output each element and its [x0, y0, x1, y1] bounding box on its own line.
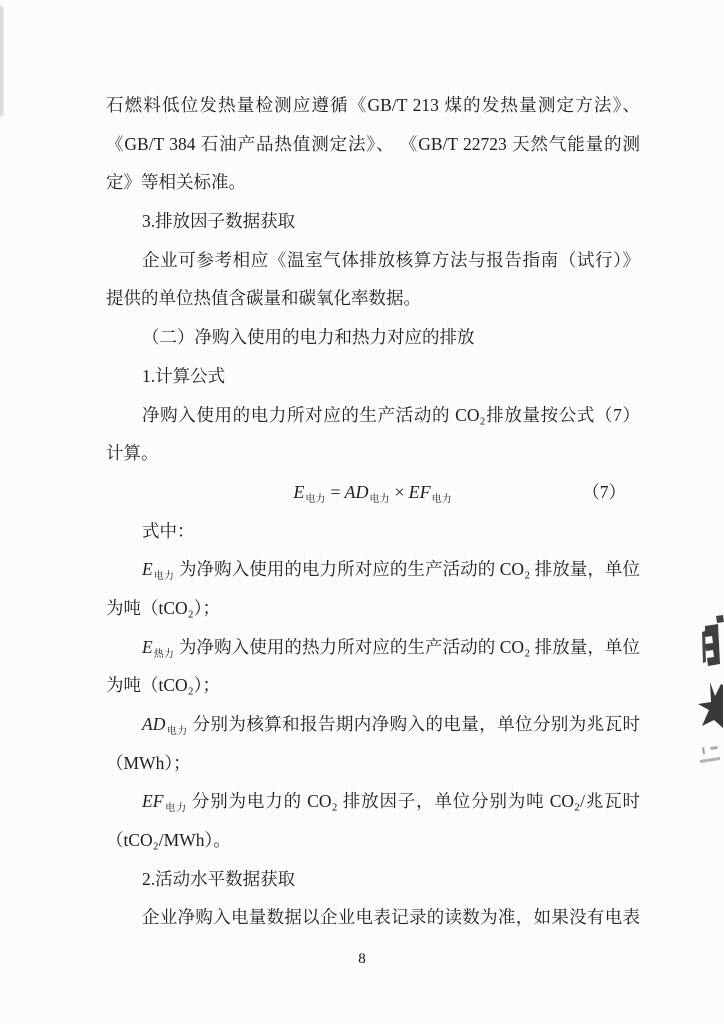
text-line: [106, 860, 640, 899]
variable-subscript: 电力: [305, 493, 326, 505]
text-line: [106, 821, 640, 860]
text-segment: 分别为核算和报告期内净购入的电量，单位分别为兆瓦时: [192, 714, 641, 734]
text-line: [106, 512, 640, 551]
text-line: [106, 434, 640, 473]
text-segment: 企业净购入电量数据以企业电表记录的读数为准，如果没有电表: [142, 907, 640, 928]
text-line: [106, 666, 640, 705]
text-line: [106, 396, 640, 435]
ink-stamp-mark-top: [702, 615, 724, 666]
text-segment: =: [330, 481, 341, 502]
text-segment: 为净购入使用的电力所对应的生产活动的 CO₂ 排放量，单位: [178, 559, 640, 580]
text-line: [106, 163, 640, 202]
variable-subscript: 电力: [431, 493, 452, 505]
variable-symbol: E: [142, 559, 153, 580]
text-segment: ×: [394, 481, 405, 502]
variable-subscript: 电力: [166, 726, 188, 737]
text-segment: 1.计算公式: [142, 365, 226, 386]
text-line: [106, 550, 640, 589]
text-segment: 式中：: [142, 520, 195, 541]
page-number: 8: [358, 951, 366, 967]
variable-subscript: 电力: [164, 803, 187, 815]
text-segment: 定》等相关标准。: [106, 172, 246, 193]
text-line: [106, 628, 640, 667]
text-segment: 提供的单位热值含碳量和碳氧化率数据。: [106, 288, 421, 309]
variable-subscript: 热力: [153, 648, 174, 660]
equation-number: （7）: [582, 481, 626, 502]
text-segment: 为吨（tCO₂）；: [106, 597, 221, 618]
scan-edge-artifact: [0, 6, 3, 116]
variable-symbol: EF: [408, 481, 431, 502]
text-segment: 企业可参考相应《温室气体排放核算方法与报告指南（试行）》: [142, 249, 640, 270]
document-body: [106, 86, 640, 937]
text-line: [106, 589, 640, 628]
text-segment: （tCO₂/MWh）。: [106, 830, 231, 851]
text-segment: （MWh）；: [106, 752, 191, 773]
text-line: [106, 744, 640, 783]
variable-subscript: 电力: [369, 493, 390, 505]
text-line: [106, 357, 640, 396]
variable-symbol: E: [293, 481, 305, 502]
variable-subscript: 电力: [153, 571, 174, 583]
text-segment: 3.排放因子数据获取: [142, 211, 296, 232]
text-segment: 计算。: [106, 443, 159, 464]
text-segment: 分别为电力的 CO₂ 排放因子，单位分别为吨 CO₂/兆瓦时: [191, 791, 640, 812]
variable-symbol: EF: [142, 791, 164, 812]
text-line: [106, 241, 640, 280]
text-line: [106, 202, 640, 241]
text-segment: 2.活动水平数据获取: [142, 868, 296, 889]
text-line: [106, 898, 640, 937]
variable-symbol: AD: [142, 714, 166, 734]
text-line: [106, 279, 640, 318]
text-segment: 石燃料低位发热量检测应遵循《GB/T 213 煤的发热量测定方法》、: [106, 95, 640, 115]
text-segment: 净购入使用的电力所对应的生产活动的 CO₂排放量按公式（7）: [142, 404, 640, 425]
ink-stamp-mark-star: [698, 682, 723, 728]
text-line: [106, 86, 640, 125]
variable-symbol: E: [142, 636, 153, 657]
ink-stamp-mark-small: [700, 746, 720, 763]
text-line: [106, 782, 640, 821]
text-segment: 为吨（tCO₂）；: [106, 675, 221, 696]
text-segment: （二）净购入使用的电力和热力对应的排放: [142, 327, 475, 348]
text-line: [106, 318, 640, 357]
equation-7: [106, 473, 640, 512]
text-segment: 《GB/T 384 石油产品热值测定法》、 《GB/T 22723 天然气能量的测: [106, 133, 640, 154]
text-segment: 为净购入使用的热力所对应的生产活动的 CO₂ 排放量，单位: [178, 636, 640, 657]
text-line: [106, 705, 640, 744]
variable-symbol: AD: [344, 481, 369, 502]
text-line: [106, 125, 640, 164]
ink-stamp-marks: [690, 612, 724, 772]
